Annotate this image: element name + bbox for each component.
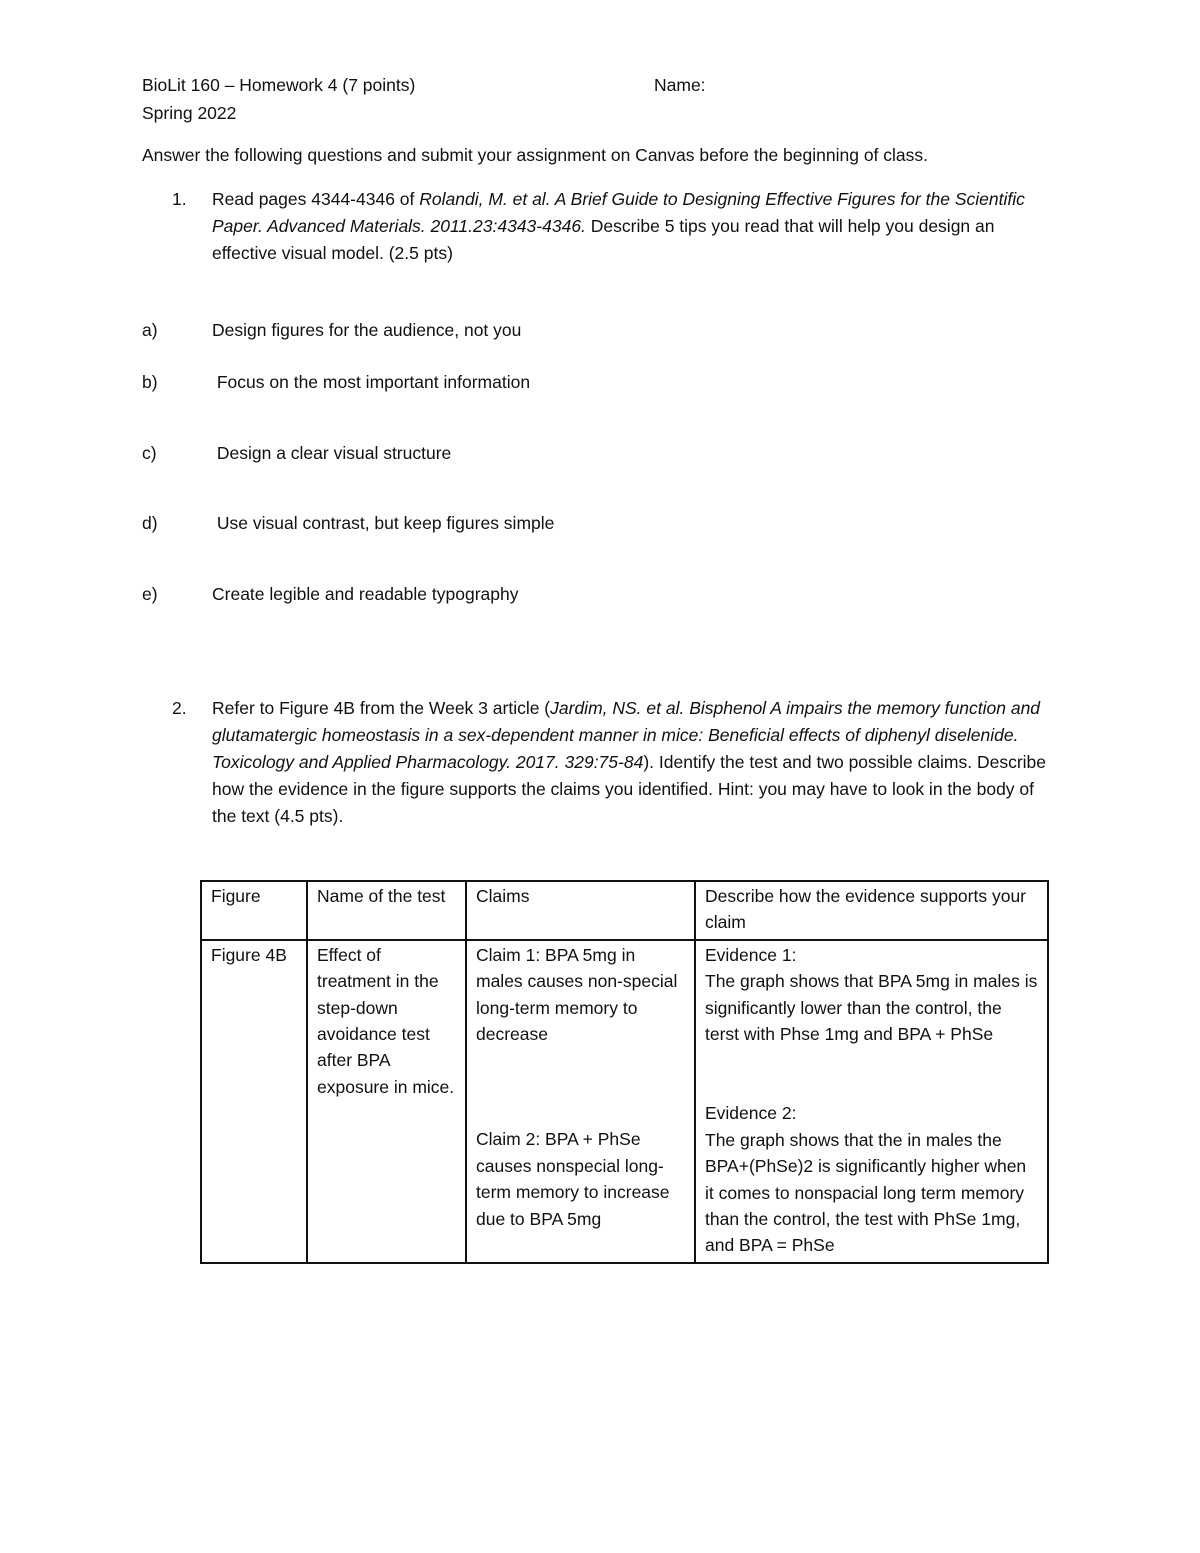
question-text-before: Read pages 4344-4346 of [212,189,420,209]
question-number: 2. [172,698,187,718]
instructions: Answer the following questions and submit your assignment on Canvas before the beginning of class. [142,145,929,165]
answer-text: Design a clear visual structure [212,443,452,463]
claim-2: Claim 2: BPA + PhSe causes nonspecial long-term memory to increase due to BPA 5mg [476,1129,670,1229]
citation: Rolandi, M. et al. A Brief Guide to Designing Effective Figures for the Scientific Paper. Advanced Materials. 2011.23:4343-4346. [212,189,1025,236]
answer-letter: a) [142,320,158,340]
answer-b [142,369,530,396]
answer-a [142,317,521,344]
claims-cell [466,940,695,1263]
term-label: Spring 2022 [142,103,237,123]
question-text [212,186,1062,267]
header-evidence: Describe how the evidence supports your claim [695,881,1048,940]
answer-text: Design figures for the audience, not you [212,320,522,340]
question-text-after: ). Identify the test and two possible claims. Describe how the evidence in the figure supports the claims you identified. Hint: you may have to look in the body of the text (4.5 pts). [212,752,1047,826]
name-label: Name: [654,75,706,95]
answer-letter: c) [142,443,157,463]
question-text-before: Refer to Figure 4B from the Week 3 article ( [212,698,551,718]
table-row [201,940,1048,1263]
answer-e [142,581,518,608]
evidence-cell [695,940,1048,1263]
evidence-1-label: Evidence 1: [705,944,797,965]
figure-cell: Figure 4B [201,940,307,1263]
header [142,72,1042,99]
test-name-cell: Effect of treatment in the step-down avoidance test after BPA exposure in mice. [307,940,466,1263]
citation: Jardim, NS. et al. Bisphenol A impairs the memory function and glutamatergic homeostasis in a sex-dependent manner in mice: Beneficial effects of diphenyl diselenide. Toxicology and Applied Pharmacology. 2017. 329:75-84 [212,698,1041,772]
evidence-table [200,880,1049,1264]
answer-d [142,510,554,537]
answer-letter: b) [142,372,158,392]
header-claims: Claims [466,881,695,940]
evidence-2-text: The graph shows that the in males the BPA+(PhSe)2 is significantly higher when it comes to nonspacial long term memory than the control, the test with PhSe 1mg, and BPA = PhSe [705,1129,1027,1256]
answer-c [142,440,451,467]
answer-text: Create legible and readable typography [212,584,519,604]
question-text-after: Describe 5 tips you read that will help you design an effective visual model. (2.5 pts) [212,216,995,263]
table-header-row [201,881,1048,940]
evidence-2-label: Evidence 2: [705,1103,797,1124]
question-number: 1. [172,189,187,209]
header-figure: Figure [201,881,307,940]
answer-text: Use visual contrast, but keep figures simple [212,513,555,533]
header-test-name: Name of the test [307,881,466,940]
evidence-1-text: The graph shows that BPA 5mg in males is significantly lower than the control, the terst with Phse 1mg and BPA + PhSe [705,971,1038,1045]
answer-letter: d) [142,513,158,533]
answer-text: Focus on the most important information [212,372,531,392]
course-title: BioLit 160 – Homework 4 (7 points) [142,75,416,95]
answer-letter: e) [142,584,158,604]
question-text [212,695,1062,830]
claim-1: Claim 1: BPA 5mg in males causes non-special long-term memory to decrease [476,944,678,1045]
